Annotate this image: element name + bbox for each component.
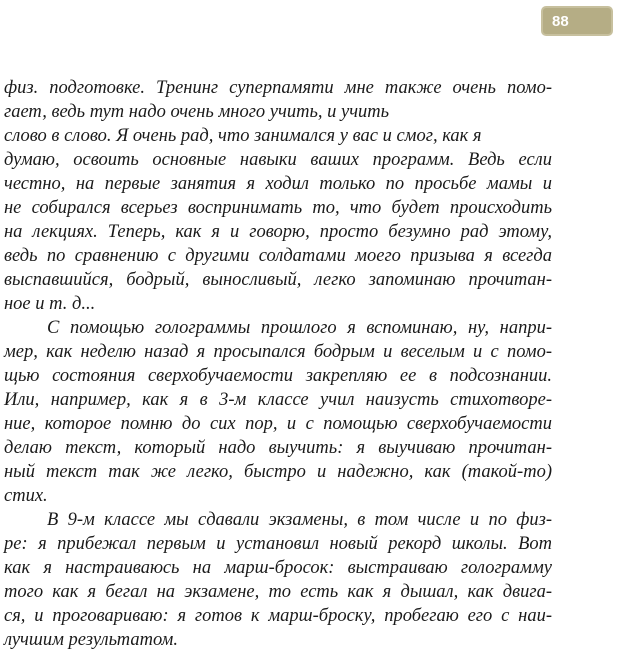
text-line: выспавшийся, бодрый, выносливый, легко запоминаю прочитан- bbox=[4, 270, 552, 290]
text-line: ведь по сравнению с другими солдатами моего призыва я всегда bbox=[4, 246, 552, 266]
text-line: гает, ведь тут надо очень много учить, и учить bbox=[4, 102, 390, 122]
text-line: честно, на первые занятия я ходил только по просьбе мамы и bbox=[4, 174, 552, 194]
text-line: на лекциях. Теперь, как я и говорю, просто безумно рад этому, bbox=[4, 222, 552, 242]
text-line: ние, которое помню до сих пор, и с помощью сверхобучаемости bbox=[4, 414, 552, 434]
text-line: С помощью голограммы прошлого я вспоминаю, ну, напри- bbox=[47, 318, 552, 338]
text-line: ный текст так же легко, быстро и надежно, как (такой-то) bbox=[4, 462, 552, 482]
text-line: ное и т. д... bbox=[4, 294, 96, 314]
text-line: ся, и проговариваю: я готов к марш-броску, пробегаю его с наи- bbox=[4, 606, 552, 626]
body-text bbox=[4, 76, 552, 652]
text-line: В 9-м классе мы сдавали экзамены, в том числе и по физ- bbox=[47, 510, 552, 530]
text-line: ре: я прибежал первым и установил новый рекорд школы. Вот bbox=[4, 534, 552, 554]
text-line: думаю, освоить основные навыки ваших программ. Ведь если bbox=[4, 150, 552, 170]
text-line: Или, например, как я в 3-м классе учил наизусть стихотворе- bbox=[4, 390, 552, 410]
text-line: не собирался всерьез воспринимать то, что будет происходить bbox=[4, 198, 552, 218]
page-number: 88 bbox=[552, 12, 569, 30]
text-line: как я настраиваюсь на марш-бросок: выстраиваю голограмму bbox=[4, 558, 552, 578]
text-line: того как я бегал на экзамене, то есть как я дышал, как двига- bbox=[4, 582, 552, 602]
text-line: стих. bbox=[4, 486, 48, 506]
text-line: слово в слово. Я очень рад, что занимался у вас и смог, как я bbox=[4, 126, 482, 146]
text-line: лучшим результатом. bbox=[4, 630, 178, 650]
text-line: физ. подготовке. Тренинг суперпамяти мне также очень помо- bbox=[4, 78, 552, 98]
text-line: щью состояния сверхобучаемости закрепляю ее в подсознании. bbox=[4, 366, 552, 386]
text-line: мер, как неделю назад я просыпался бодрым и веселым и с помо- bbox=[4, 342, 552, 362]
page-number-badge bbox=[541, 6, 613, 36]
text-line: делаю текст, который надо выучить: я выучиваю прочитан- bbox=[4, 438, 552, 458]
